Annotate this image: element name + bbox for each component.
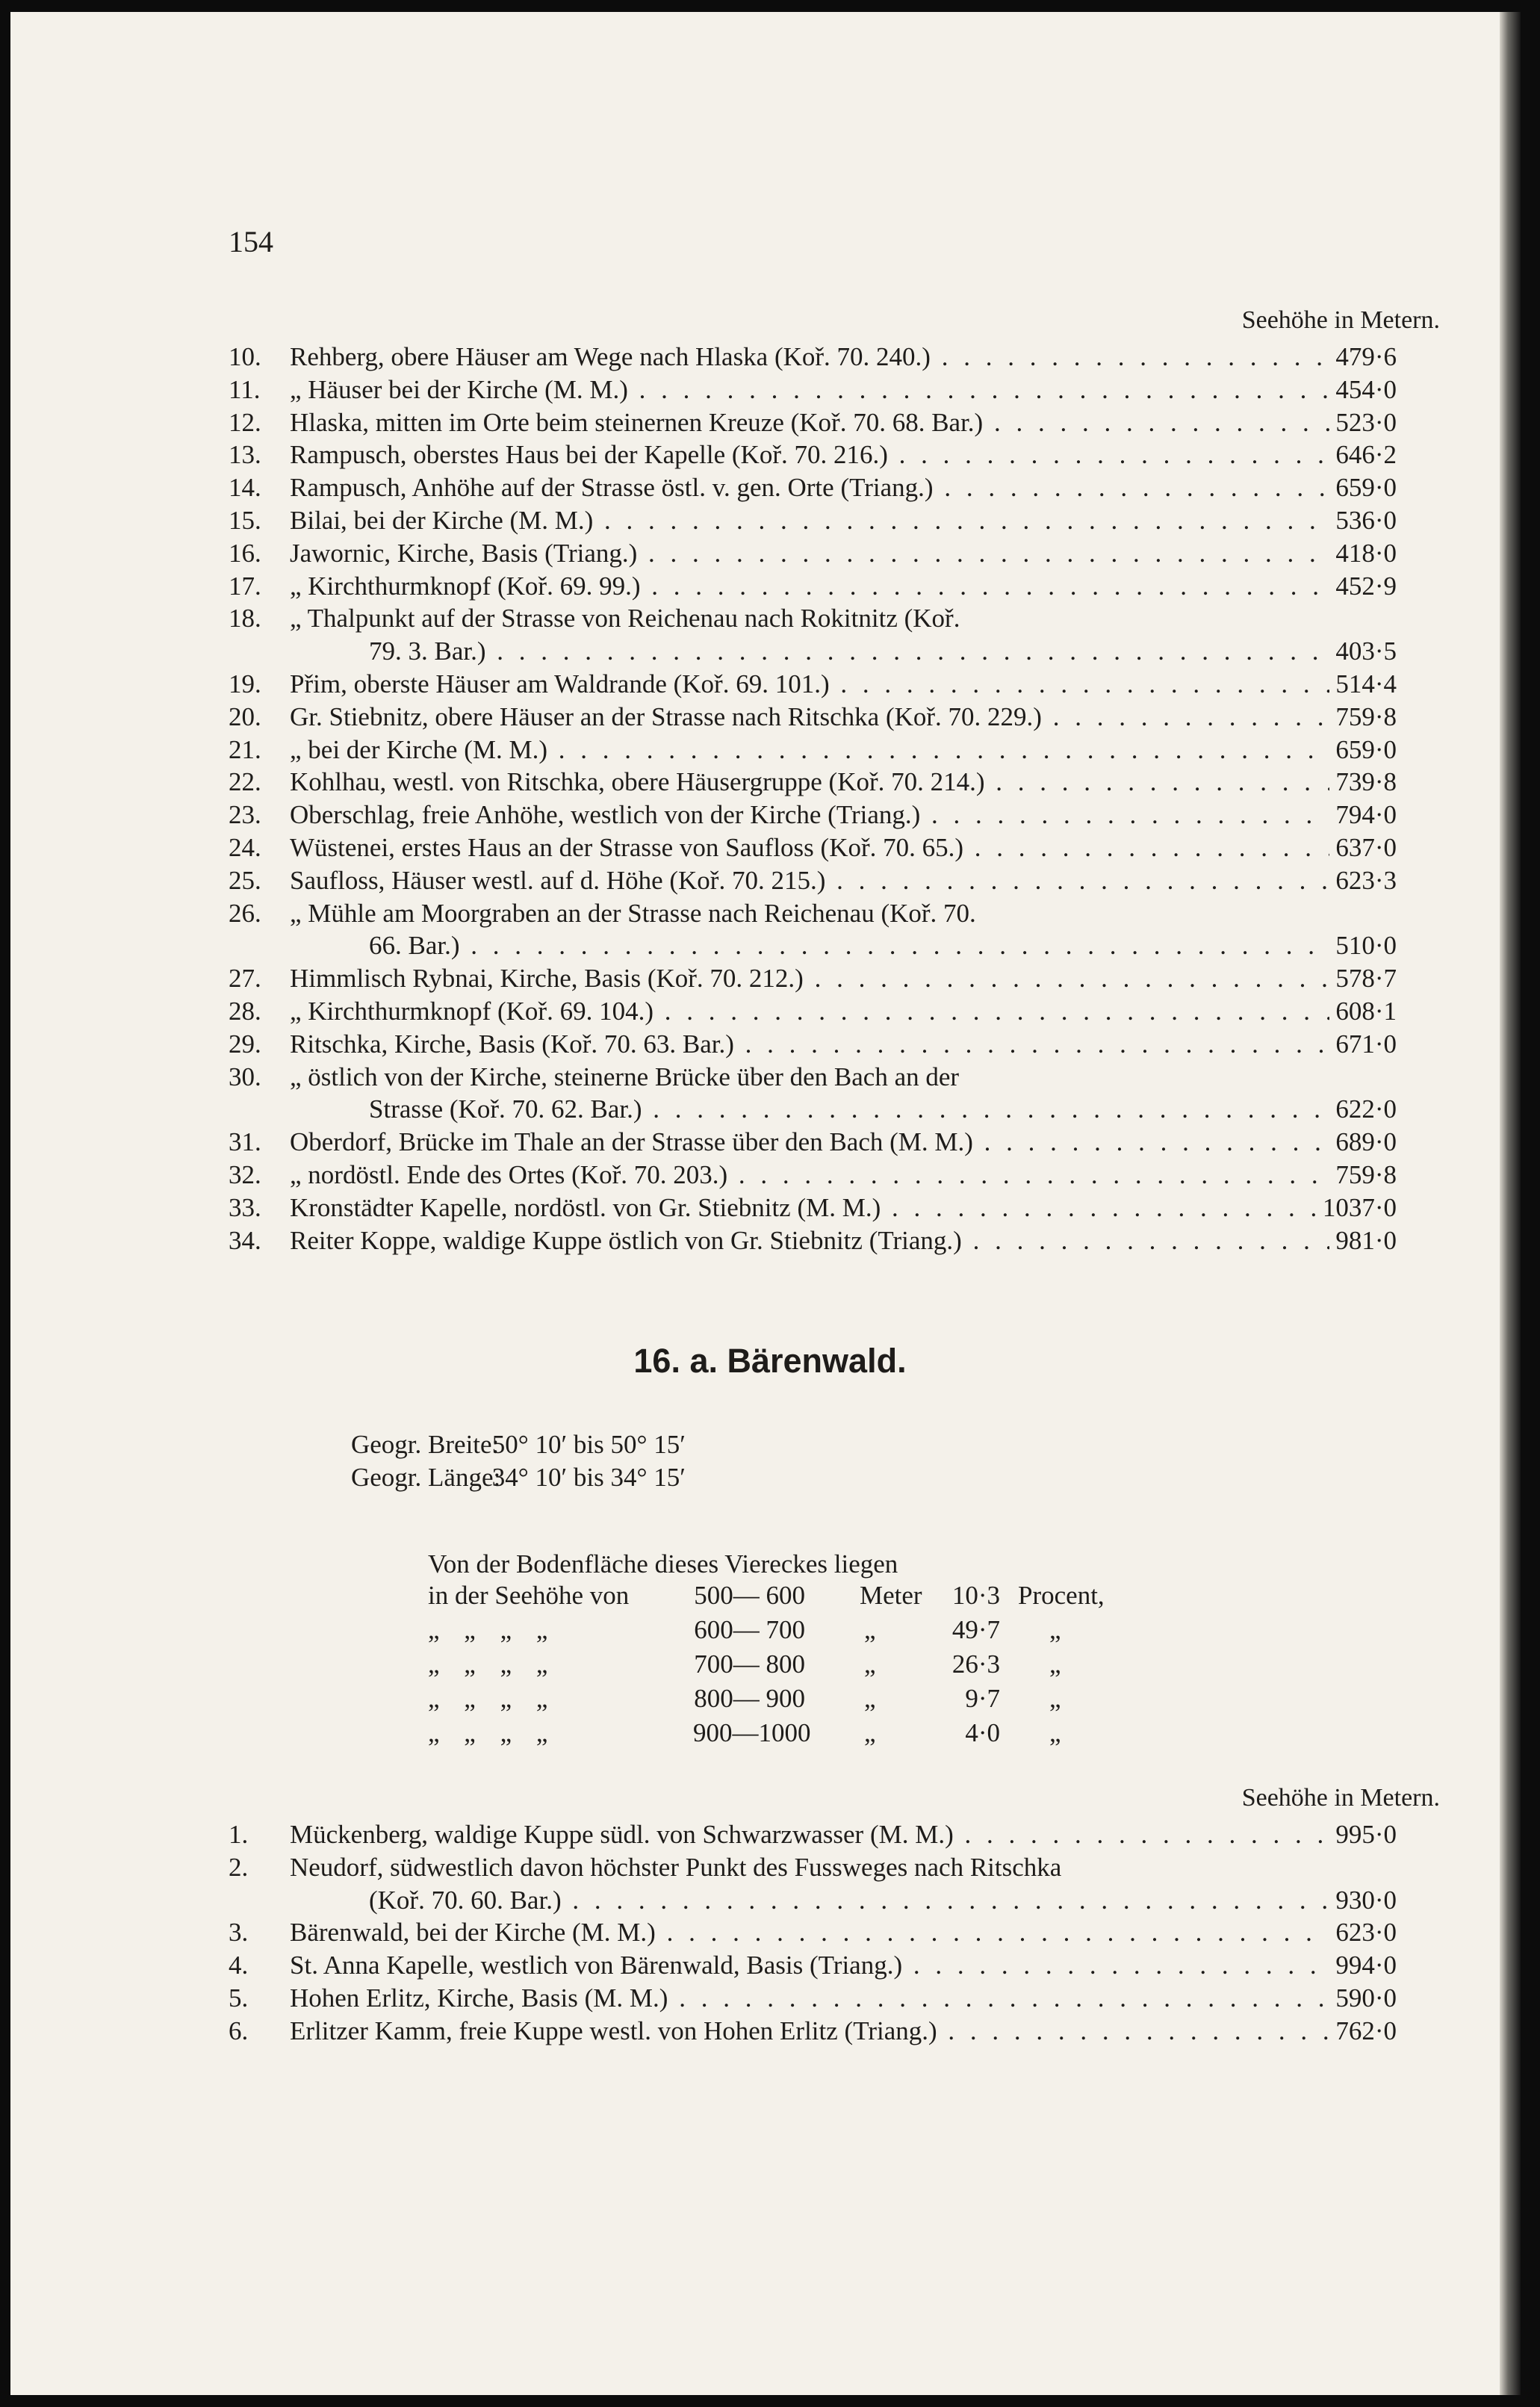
entry-elevation: 454·0 bbox=[1335, 374, 1397, 404]
boden-intro: Von der Bodenfläche dieses Viereckes liegen bbox=[428, 1549, 898, 1579]
entry-number: 12. bbox=[229, 407, 261, 437]
list-item bbox=[229, 406, 1397, 439]
entry-number: 32. bbox=[229, 1159, 261, 1189]
page-number: 154 bbox=[229, 225, 273, 258]
entry-elevation: 590·0 bbox=[1335, 1983, 1397, 2013]
list-item bbox=[229, 766, 1397, 799]
entry-elevation: 608·1 bbox=[1335, 996, 1397, 1026]
entry-text: Neudorf, südwestlich davon höchster Punkt des Fussweges nach Ritschka bbox=[290, 1852, 1062, 1882]
list-item bbox=[229, 471, 1397, 504]
entry-text: Přim, oberste Häuser am Waldrande (Koř. 69. 101.) . . . bbox=[290, 668, 1329, 701]
entry-number: 16. bbox=[229, 538, 261, 568]
dist-prefix: in der Seehöhe von bbox=[428, 1581, 630, 1610]
table-row bbox=[428, 1615, 1145, 1648]
entry-number: 30. bbox=[229, 1062, 261, 1091]
entry-elevation: 659·0 bbox=[1335, 473, 1397, 503]
entry-elevation: 418·0 bbox=[1335, 538, 1397, 568]
entry-elevation: 739·8 bbox=[1335, 767, 1397, 797]
entry-text: (Koř. 70. 60. Bar.) . . . bbox=[290, 1884, 1329, 1917]
list-item bbox=[229, 341, 1397, 374]
entry-text: Bilai, bei der Kirche (M. M.) . . . bbox=[290, 504, 1329, 537]
dist-suffix: „ bbox=[1049, 1718, 1061, 1747]
dist-range: 500— 600 bbox=[694, 1581, 805, 1610]
page-spine-shadow bbox=[1500, 12, 1521, 2395]
list-item bbox=[229, 1949, 1397, 1982]
geo-breite-value: 50° 10′ bis 50° 15′ bbox=[491, 1430, 686, 1459]
entry-elevation: 794·0 bbox=[1335, 800, 1397, 830]
entry-elevation: 514·4 bbox=[1335, 669, 1397, 698]
entry-elevation: 623·0 bbox=[1335, 1918, 1397, 1948]
geo-breite-label: Geogr. Breite: bbox=[351, 1430, 500, 1459]
dist-value: 49·7 bbox=[951, 1615, 1000, 1644]
entry-elevation: 479·6 bbox=[1335, 342, 1397, 371]
entry-elevation: 995·0 bbox=[1335, 1820, 1397, 1849]
list-item bbox=[229, 1224, 1397, 1257]
entry-text: Saufloss, Häuser westl. auf d. Höhe (Koř. 70. 215.) . . . bbox=[290, 864, 1329, 897]
entry-text: „ Häuser bei der Kirche (M. M.) . . . bbox=[290, 374, 1329, 406]
entry-number: 23. bbox=[229, 800, 261, 830]
list-item bbox=[229, 635, 1397, 668]
entry-number: 20. bbox=[229, 701, 261, 731]
dist-unit: Meter bbox=[860, 1581, 922, 1610]
elevation-list-a bbox=[229, 341, 1397, 1257]
entry-number: 5. bbox=[229, 1983, 249, 2013]
entry-number: 24. bbox=[229, 832, 261, 862]
elevation-column-header-b: Seehöhe in Metern. bbox=[1241, 1784, 1440, 1812]
entry-number: 27. bbox=[229, 964, 261, 994]
entry-text: Hohen Erlitz, Kirche, Basis (M. M.) . . . bbox=[290, 1982, 1329, 2015]
geo-laenge-label: Geogr. Länge: bbox=[351, 1463, 501, 1492]
list-item bbox=[229, 668, 1397, 701]
entry-number: 28. bbox=[229, 996, 261, 1026]
dist-value: 26·3 bbox=[951, 1649, 1000, 1679]
table-row bbox=[428, 1649, 1145, 1682]
entry-elevation: 981·0 bbox=[1335, 1225, 1397, 1255]
list-item bbox=[229, 831, 1397, 864]
dist-range: 700— 800 bbox=[694, 1649, 805, 1679]
list-item bbox=[229, 1884, 1397, 1917]
entry-text: Rampusch, oberstes Haus bei der Kapelle (Koř. 70. 216.) . . . bbox=[290, 439, 1329, 471]
entry-text: „ Mühle am Moorgraben an der Strasse nach Reichenau (Koř. 70. bbox=[290, 898, 976, 928]
dist-suffix: „ bbox=[1049, 1684, 1061, 1713]
list-item bbox=[229, 1851, 1397, 1884]
list-item bbox=[229, 734, 1397, 766]
dist-value: 4·0 bbox=[965, 1718, 1000, 1747]
dist-value: 10·3 bbox=[951, 1581, 1000, 1610]
dist-prefix: „ „ „ „ bbox=[428, 1718, 548, 1747]
list-item bbox=[229, 570, 1397, 603]
elevation-list-b bbox=[229, 1818, 1397, 2048]
entry-text: Rehberg, obere Häuser am Wege nach Hlaska (Koř. 70. 240.) . . . bbox=[290, 341, 1329, 374]
entry-number: 6. bbox=[229, 2016, 249, 2045]
geo-laenge-value: 34° 10′ bis 34° 15′ bbox=[491, 1463, 686, 1492]
entry-number: 14. bbox=[229, 473, 261, 503]
entry-number: 25. bbox=[229, 865, 261, 895]
list-item bbox=[229, 864, 1397, 897]
list-item bbox=[229, 1192, 1397, 1224]
entry-elevation: 536·0 bbox=[1335, 505, 1397, 535]
list-item bbox=[229, 799, 1397, 831]
dist-prefix: „ „ „ „ bbox=[428, 1684, 548, 1713]
entry-number: 26. bbox=[229, 898, 261, 928]
dist-unit: „ bbox=[864, 1684, 876, 1713]
entry-text: Oberschlag, freie Anhöhe, westlich von der Kirche (Triang.) . . . bbox=[290, 799, 1329, 831]
list-item bbox=[229, 1028, 1397, 1061]
entry-number: 17. bbox=[229, 571, 261, 601]
entry-text: Kohlhau, westl. von Ritschka, obere Häusergruppe (Koř. 70. 214.) . . . bbox=[290, 766, 1329, 799]
entry-elevation: 759·8 bbox=[1335, 1159, 1397, 1189]
list-item bbox=[229, 1159, 1397, 1192]
table-row bbox=[428, 1684, 1145, 1717]
dist-unit: „ bbox=[864, 1718, 876, 1747]
list-item bbox=[229, 602, 1397, 635]
entry-elevation: 1037·0 bbox=[1322, 1192, 1397, 1222]
entry-text: „ Kirchthurmknopf (Koř. 69. 104.) . . . bbox=[290, 995, 1329, 1028]
entry-text: Rampusch, Anhöhe auf der Strasse östl. v. gen. Orte (Triang.) . . . bbox=[290, 471, 1329, 504]
list-item bbox=[229, 1916, 1397, 1949]
entry-text: Oberdorf, Brücke im Thale an der Strasse über den Bach (M. M.) . . . bbox=[290, 1126, 1329, 1159]
entry-text: Kronstädter Kapelle, nordöstl. von Gr. Stiebnitz (M. M.) . . . bbox=[290, 1192, 1317, 1224]
list-item bbox=[229, 439, 1397, 471]
entry-number: 31. bbox=[229, 1127, 261, 1157]
dist-prefix: „ „ „ „ bbox=[428, 1649, 548, 1679]
dist-suffix: „ bbox=[1049, 1615, 1061, 1644]
elevation-column-header: Seehöhe in Metern. bbox=[1241, 306, 1440, 334]
entry-text: 79. 3. Bar.) . . . bbox=[290, 635, 1329, 668]
entry-text: „ Thalpunkt auf der Strasse von Reichenau nach Rokitnitz (Koř. bbox=[290, 604, 960, 633]
list-item bbox=[229, 1093, 1397, 1126]
entry-elevation: 659·0 bbox=[1335, 734, 1397, 764]
entry-number: 10. bbox=[229, 342, 261, 371]
entry-text: Strasse (Koř. 70. 62. Bar.) . . . bbox=[290, 1093, 1329, 1126]
entry-text: Gr. Stiebnitz, obere Häuser an der Strasse nach Ritschka (Koř. 70. 229.) . . . bbox=[290, 701, 1329, 734]
list-item bbox=[229, 1061, 1397, 1094]
entry-text: „ östlich von der Kirche, steinerne Brücke über den Bach an der bbox=[290, 1062, 960, 1091]
dist-value: 9·7 bbox=[965, 1684, 1000, 1713]
entry-number: 18. bbox=[229, 604, 261, 633]
entry-number: 22. bbox=[229, 767, 261, 797]
entry-elevation: 689·0 bbox=[1335, 1127, 1397, 1157]
dist-range: 800— 900 bbox=[694, 1684, 805, 1713]
list-item bbox=[229, 962, 1397, 995]
entry-text: Hlaska, mitten im Orte beim steinernen Kreuze (Koř. 70. 68. Bar.) . . . bbox=[290, 406, 1329, 439]
list-item bbox=[229, 374, 1397, 406]
entry-text: St. Anna Kapelle, westlich von Bärenwald, Basis (Triang.) . . . bbox=[290, 1949, 1329, 1982]
entry-elevation: 671·0 bbox=[1335, 1029, 1397, 1059]
entry-elevation: 930·0 bbox=[1335, 1885, 1397, 1915]
entry-elevation: 646·2 bbox=[1335, 440, 1397, 470]
section-heading: 16. a. Bärenwald. bbox=[633, 1342, 907, 1380]
list-item bbox=[229, 537, 1397, 570]
entry-elevation: 403·5 bbox=[1335, 636, 1397, 666]
dist-suffix: „ bbox=[1049, 1649, 1061, 1679]
list-item bbox=[229, 1818, 1397, 1851]
dist-unit: „ bbox=[864, 1615, 876, 1644]
entry-text: „ Kirchthurmknopf (Koř. 69. 99.) . . . bbox=[290, 570, 1329, 603]
entry-number: 4. bbox=[229, 1951, 249, 1980]
list-item bbox=[229, 2015, 1397, 2048]
entry-number: 34. bbox=[229, 1225, 261, 1255]
list-item bbox=[229, 929, 1397, 962]
entry-text: Wüstenei, erstes Haus an der Strasse von Saufloss (Koř. 70. 65.) . . . bbox=[290, 831, 1329, 864]
entry-text: Ritschka, Kirche, Basis (Koř. 70. 63. Bar.) . . . bbox=[290, 1028, 1329, 1061]
dist-unit: „ bbox=[864, 1649, 876, 1679]
entry-elevation: 622·0 bbox=[1335, 1094, 1397, 1124]
entry-elevation: 578·7 bbox=[1335, 964, 1397, 994]
list-item bbox=[229, 995, 1397, 1028]
entry-elevation: 452·9 bbox=[1335, 571, 1397, 601]
table-row bbox=[428, 1581, 1145, 1614]
entry-elevation: 523·0 bbox=[1335, 407, 1397, 437]
entry-number: 1. bbox=[229, 1820, 249, 1849]
entry-elevation: 994·0 bbox=[1335, 1951, 1397, 1980]
entry-text: Reiter Koppe, waldige Kuppe östlich von Gr. Stiebnitz (Triang.) . . . bbox=[290, 1224, 1329, 1257]
entry-number: 11. bbox=[229, 374, 261, 404]
entry-text: Jawornic, Kirche, Basis (Triang.) . . . bbox=[290, 537, 1329, 570]
entry-elevation: 637·0 bbox=[1335, 832, 1397, 862]
entry-text: Himmlisch Rybnai, Kirche, Basis (Koř. 70. 212.) . . . bbox=[290, 962, 1329, 995]
dist-range: 600— 700 bbox=[694, 1615, 805, 1644]
entry-text: „ nordöstl. Ende des Ortes (Koř. 70. 203.) . . . bbox=[290, 1159, 1329, 1192]
list-item bbox=[229, 701, 1397, 734]
list-item bbox=[229, 504, 1397, 537]
entry-number: 2. bbox=[229, 1852, 249, 1882]
list-item bbox=[229, 1126, 1397, 1159]
entry-number: 33. bbox=[229, 1192, 261, 1222]
dist-prefix: „ „ „ „ bbox=[428, 1615, 548, 1644]
entry-text: „ bei der Kirche (M. M.) . . . bbox=[290, 734, 1329, 766]
entry-elevation: 623·3 bbox=[1335, 865, 1397, 895]
list-item bbox=[229, 1982, 1397, 2015]
entry-elevation: 510·0 bbox=[1335, 931, 1397, 961]
entry-number: 29. bbox=[229, 1029, 261, 1059]
entry-number: 19. bbox=[229, 669, 261, 698]
dist-range: 900—1000 bbox=[693, 1718, 811, 1747]
entry-number: 15. bbox=[229, 505, 261, 535]
entry-text: Bärenwald, bei der Kirche (M. M.) . . . bbox=[290, 1916, 1329, 1949]
list-item bbox=[229, 897, 1397, 930]
entry-number: 3. bbox=[229, 1918, 249, 1948]
entry-text: Mückenberg, waldige Kuppe südl. von Schwarzwasser (M. M.) . . . bbox=[290, 1818, 1329, 1851]
entry-elevation: 759·8 bbox=[1335, 701, 1397, 731]
dist-suffix: Procent, bbox=[1018, 1581, 1105, 1610]
entry-number: 13. bbox=[229, 440, 261, 470]
entry-elevation: 762·0 bbox=[1335, 2016, 1397, 2045]
entry-text: 66. Bar.) . . . bbox=[290, 929, 1329, 962]
geo-breite bbox=[351, 1430, 686, 1460]
entry-text: Erlitzer Kamm, freie Kuppe westl. von Hohen Erlitz (Triang.) . . . bbox=[290, 2015, 1329, 2048]
entry-number: 21. bbox=[229, 734, 261, 764]
geo-laenge bbox=[351, 1463, 686, 1493]
table-row bbox=[428, 1718, 1145, 1751]
